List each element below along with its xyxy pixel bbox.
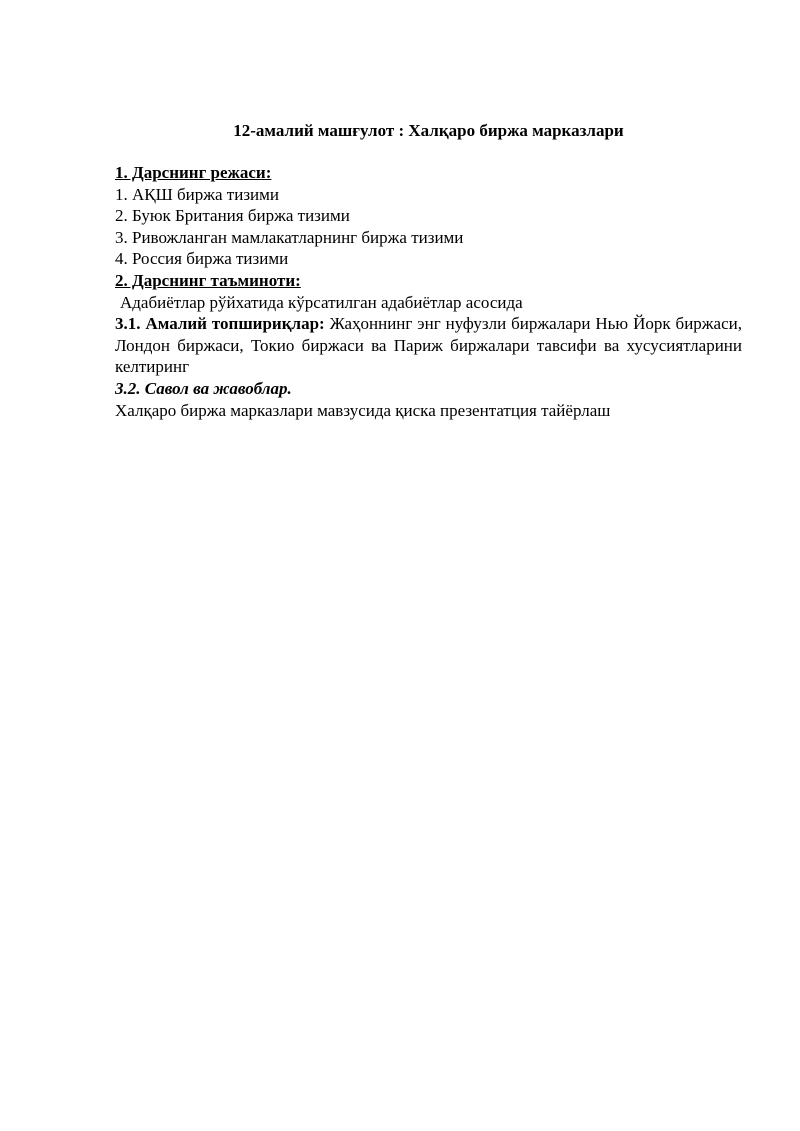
- lesson-plan-item: 1. АҚШ биржа тизими: [115, 184, 279, 204]
- lesson-plan-item: 4. Россия биржа тизими: [115, 249, 289, 269]
- lesson-resources-text: Адабиётлар рўйхатида кўрсатилган адабиётлар асосида: [120, 292, 523, 312]
- practical-tasks-label: 3.1. Амалий топшириқлар:: [115, 314, 325, 334]
- qa-heading: 3.2. Савол ва жавоблар.: [115, 378, 292, 398]
- practical-tasks-text: Жаҳоннинг энг нуфузли биржалари Нью Йорк биржаси, Лондон биржаси, Токио биржаси ва Париж биржалари тавсифи ва хусусиятларини келтиринг: [115, 314, 742, 377]
- document-content: [115, 120, 742, 421]
- practical-tasks-paragraph: [115, 313, 742, 378]
- lesson-plan-item: 3. Ривожланган мамлакатларнинг биржа тизими: [115, 227, 464, 247]
- lesson-plan-heading: 1. Дарснинг режаси:: [115, 163, 272, 182]
- document-title: 12-амалий машғулот : Халқаро биржа марказлари: [233, 121, 624, 140]
- lesson-plan-item: 2. Буюк Британия биржа тизими: [115, 206, 350, 226]
- lesson-resources-heading: 2. Дарснинг таъминоти:: [115, 270, 301, 290]
- qa-text: Халқаро биржа марказлари мавзусида қиска презентатция тайёрлаш: [115, 400, 611, 420]
